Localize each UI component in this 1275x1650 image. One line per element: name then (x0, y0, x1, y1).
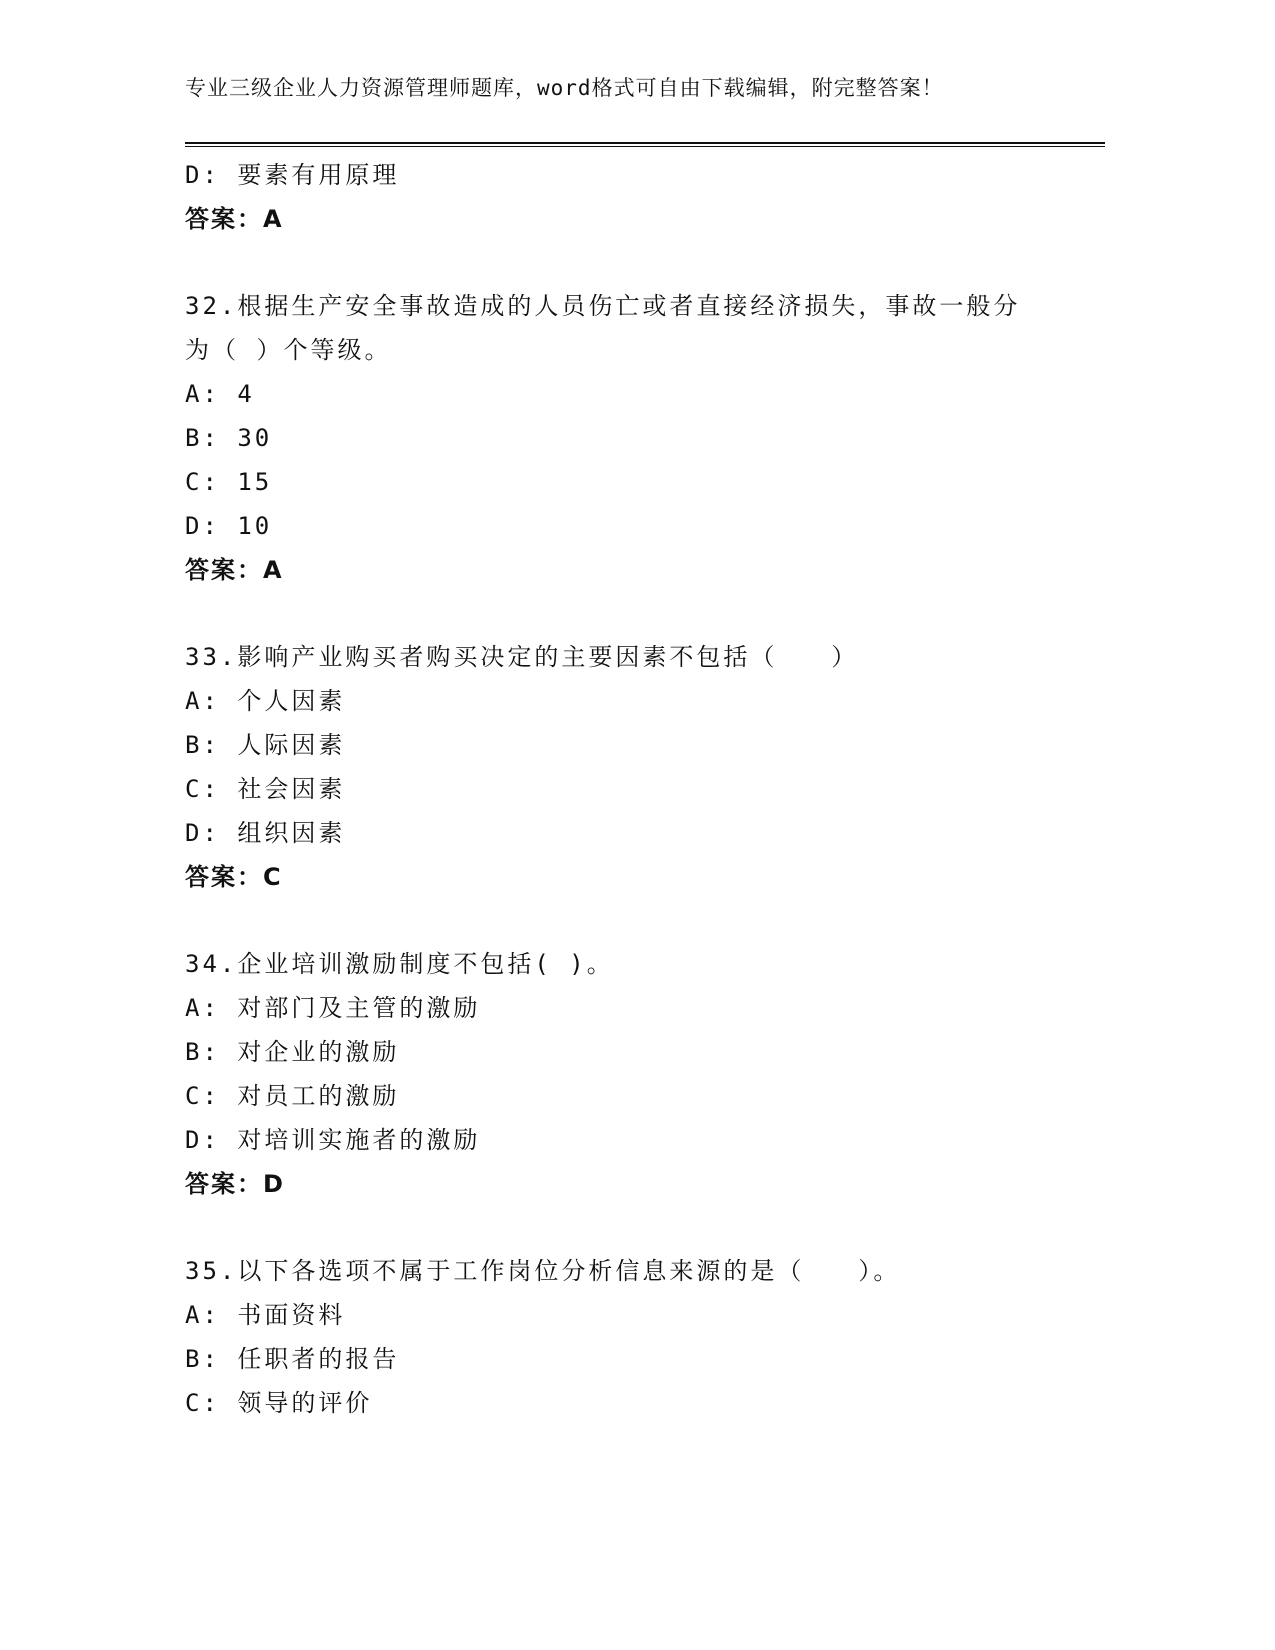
question-34-option-c: C: 对员工的激励 (185, 1082, 400, 1110)
question-32-stem-line1: 32.根据生产安全事故造成的人员伤亡或者直接经济损失，事故一般分 (185, 292, 1021, 320)
document-body (185, 153, 1085, 1425)
question-34-option-a: A: 对部门及主管的激励 (185, 994, 481, 1022)
question-35-stem: 35.以下各选项不属于工作岗位分析信息来源的是（ ）。 (185, 1257, 901, 1285)
spacer (185, 241, 1085, 284)
question-33-option-d: D: 组织因素 (185, 819, 346, 847)
question-32-stem-line2: 为（ ）个等级。 (185, 336, 392, 364)
previous-answer: 答案：A (185, 205, 284, 233)
question-33-option-a: A: 个人因素 (185, 687, 346, 715)
question-34-option-b: B: 对企业的激励 (185, 1038, 400, 1066)
header-divider (185, 142, 1105, 147)
question-34-answer: 答案：D (185, 1170, 285, 1198)
page-header: 专业三级企业人力资源管理师题库，word格式可自由下载编辑，附完整答案！ (185, 76, 944, 100)
spacer (185, 592, 1085, 635)
question-34-stem: 34.企业培训激励制度不包括( )。 (185, 950, 614, 978)
question-34-option-d: D: 对培训实施者的激励 (185, 1126, 481, 1154)
question-32-option-c: C: 15 (185, 468, 273, 496)
question-35-option-a: A: 书面资料 (185, 1301, 346, 1329)
question-32-option-a: A: 4 (185, 380, 255, 408)
question-33-option-c: C: 社会因素 (185, 775, 346, 803)
question-35-option-b: B: 任职者的报告 (185, 1345, 400, 1373)
spacer (185, 1206, 1085, 1249)
question-35-option-c: C: 领导的评价 (185, 1389, 373, 1417)
question-33-stem: 33.影响产业购买者购买决定的主要因素不包括（ ） (185, 643, 859, 671)
spacer (185, 899, 1085, 942)
question-32-answer: 答案：A (185, 556, 284, 584)
question-32-option-b: B: 30 (185, 424, 273, 452)
question-32-option-d: D: 10 (185, 512, 273, 540)
question-33-option-b: B: 人际因素 (185, 731, 346, 759)
previous-option-d: D: 要素有用原理 (185, 161, 400, 189)
question-33-answer: 答案：C (185, 863, 283, 891)
